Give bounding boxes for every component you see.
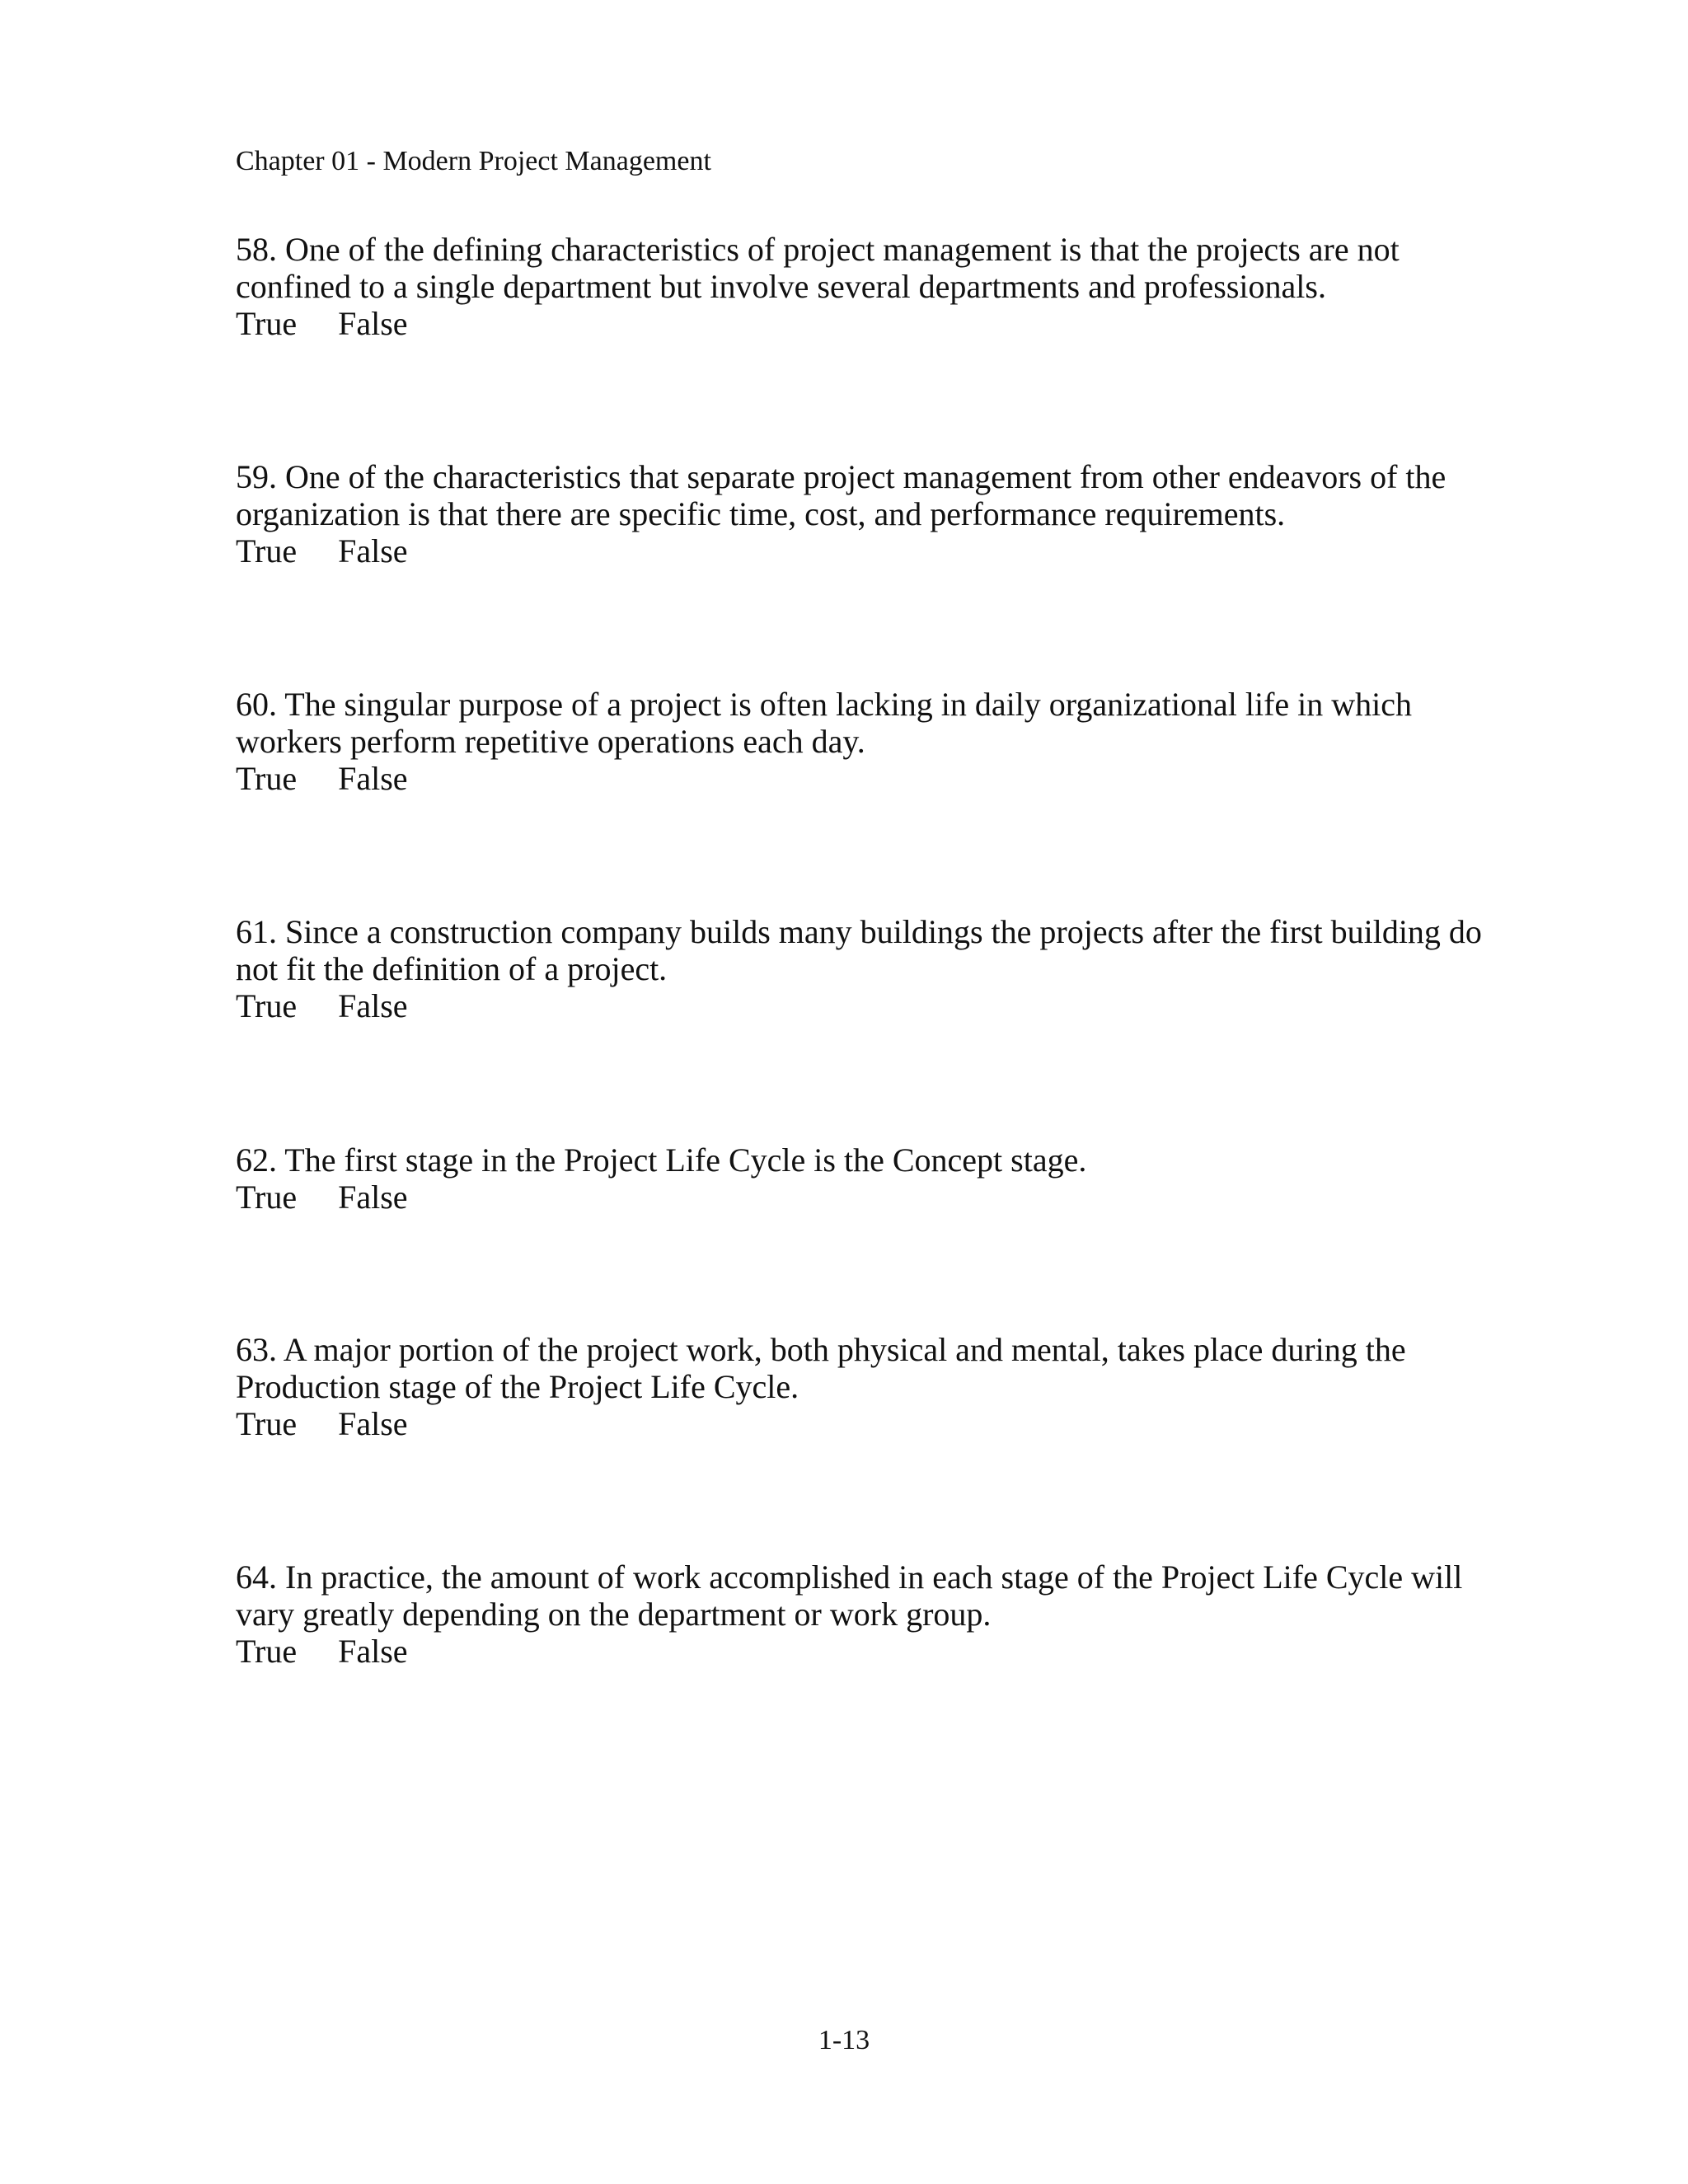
page-header: Chapter 01 - Modern Project Management (236, 146, 711, 176)
answer-options (236, 760, 1522, 797)
question-60 (236, 686, 1522, 797)
answer-options (236, 305, 1522, 342)
answer-true: True (236, 532, 298, 569)
answer-true: True (236, 987, 298, 1024)
question-text: 59. One of the characteristics that separate project management from other endeavors of the organization is that there are specific time, cost, and performance requirements. (236, 458, 1447, 532)
answer-true: True (236, 1633, 298, 1670)
page-number: 1-13 (818, 2025, 870, 2055)
answer-options (236, 1405, 1522, 1442)
question-62 (236, 1141, 1522, 1216)
question-64 (236, 1558, 1522, 1670)
question-61 (236, 913, 1522, 1024)
answer-false: False (338, 1633, 408, 1670)
answer-true: True (236, 305, 298, 342)
answer-options (236, 532, 1522, 569)
answer-options (236, 987, 1522, 1024)
answer-false: False (338, 305, 408, 342)
answer-false: False (338, 1405, 408, 1442)
answer-true: True (236, 760, 298, 797)
question-text: 61. Since a construction company builds many buildings the projects after the first building do not fit the definition of a project. (236, 913, 1482, 987)
question-text: 58. One of the defining characteristics of project management is that the projects are not confined to a single department but involve several departments and professionals. (236, 231, 1400, 305)
answer-false: False (338, 987, 408, 1024)
answer-false: False (338, 532, 408, 569)
question-text: 64. In practice, the amount of work accomplished in each stage of the Project Life Cycle will vary greatly depending on the department or work group. (236, 1558, 1463, 1633)
question-58 (236, 231, 1522, 342)
question-text: 63. A major portion of the project work, both physical and mental, takes place during the Production stage of the Project Life Cycle. (236, 1331, 1406, 1405)
answer-true: True (236, 1405, 298, 1442)
answer-false: False (338, 1179, 408, 1216)
answer-options (236, 1179, 1522, 1216)
answer-false: False (338, 760, 408, 797)
answer-options (236, 1633, 1522, 1670)
answer-true: True (236, 1179, 298, 1216)
question-text: 60. The singular purpose of a project is often lacking in daily organizational life in which workers perform repetitive operations each day. (236, 686, 1413, 760)
question-59 (236, 458, 1522, 569)
question-text: 62. The first stage in the Project Life Cycle is the Concept stage. (236, 1141, 1087, 1179)
question-63 (236, 1331, 1522, 1442)
